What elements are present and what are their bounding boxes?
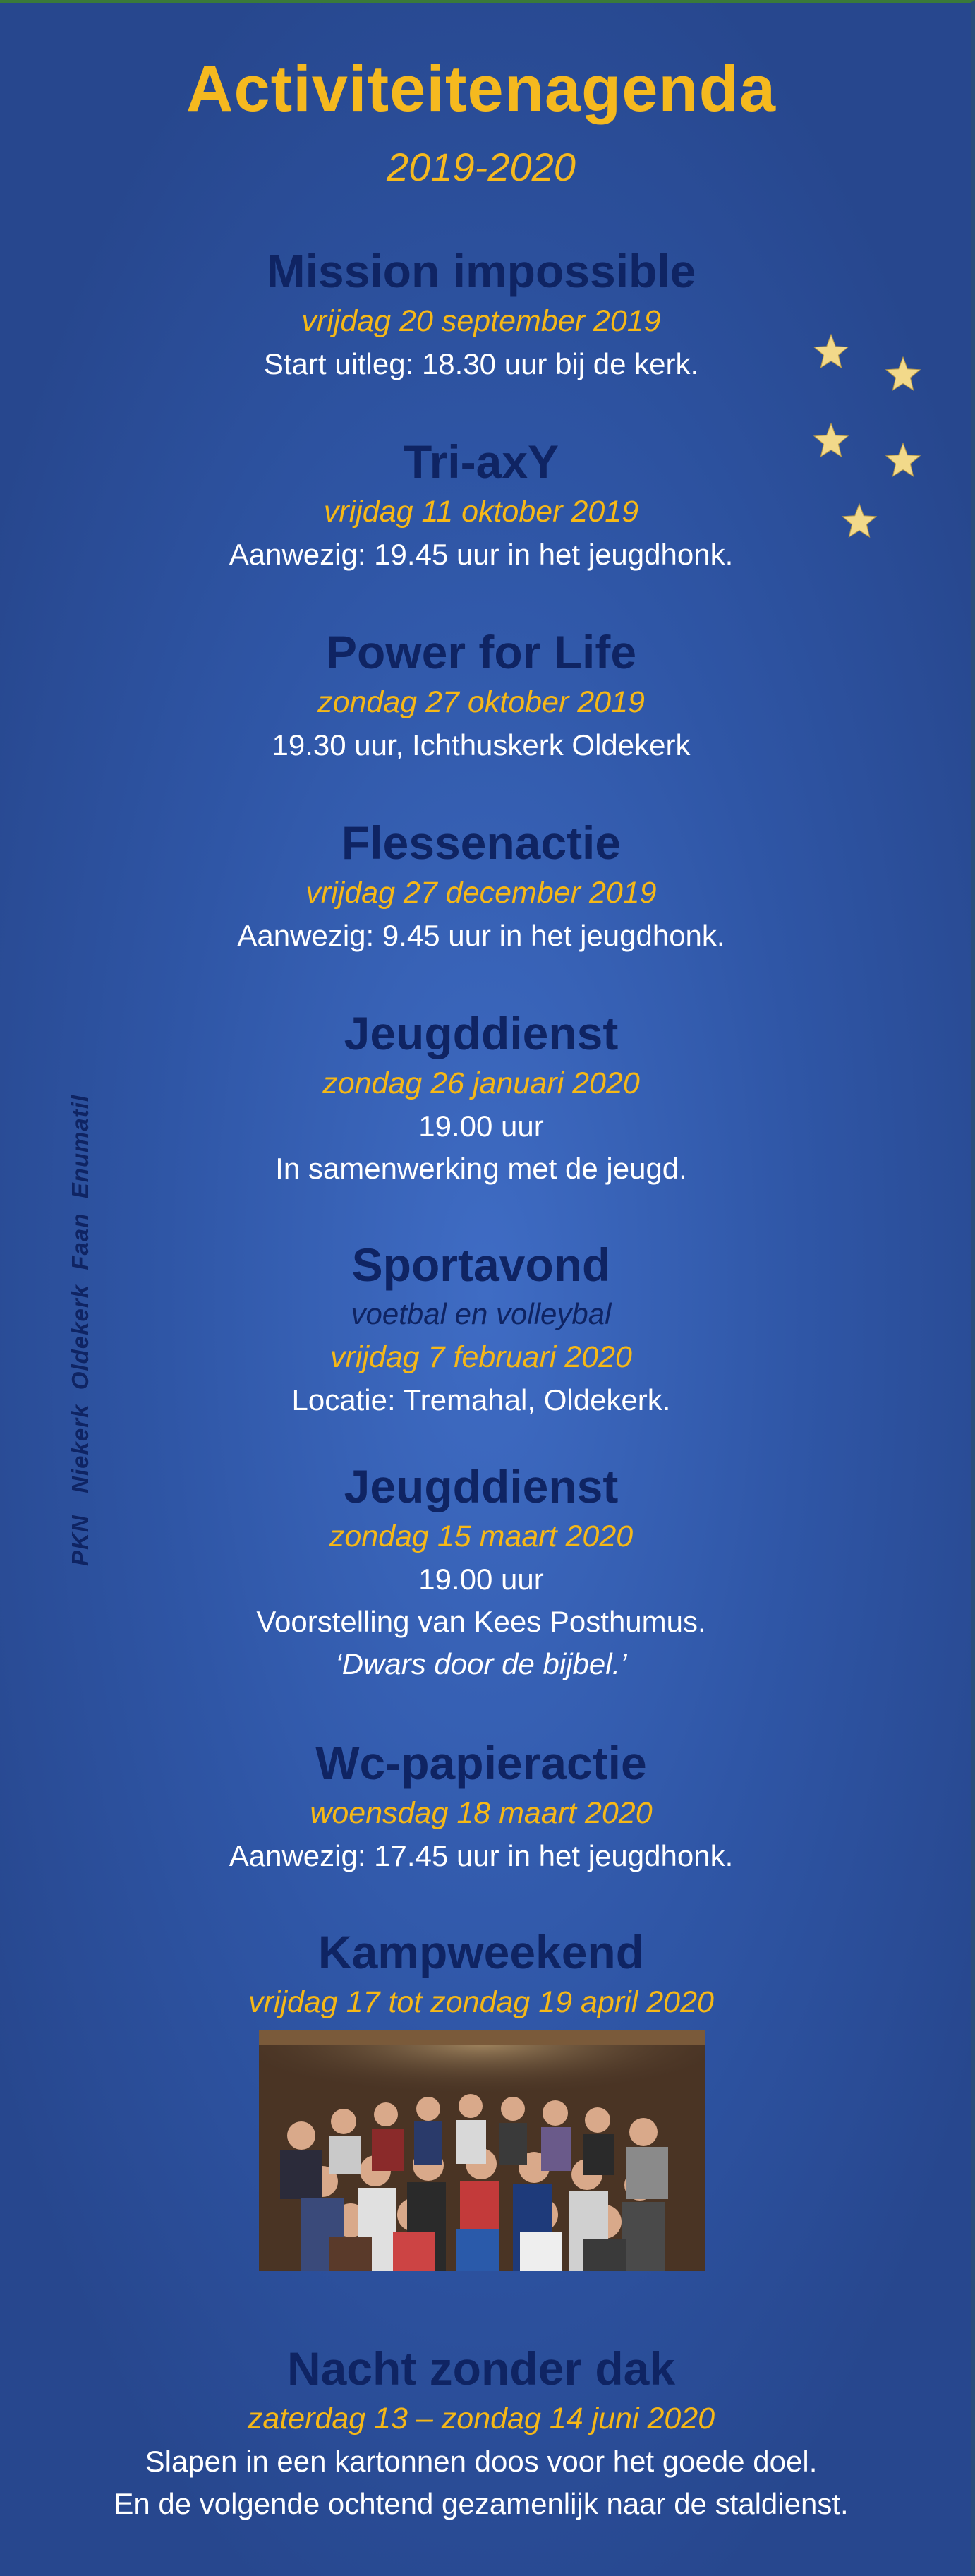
- event-flessenactie: [0, 814, 962, 957]
- event-kampweekend: [0, 1924, 962, 2024]
- event-date: vrijdag 7 februari 2020: [330, 1340, 632, 1374]
- event-title: Power for Life: [325, 626, 637, 678]
- event-date: zondag 27 oktober 2019: [317, 685, 645, 719]
- event-title: Sportavond: [351, 1239, 611, 1291]
- event-info: Aanwezig: 17.45 uur in het jeugdhonk.: [229, 1839, 734, 1872]
- event-info: Start uitleg: 18.30 uur bij de kerk.: [263, 347, 699, 380]
- event-mission-impossible: [0, 243, 962, 385]
- event-info: Aanwezig: 19.45 uur in het jeugdhonk.: [229, 538, 734, 571]
- event-date: vrijdag 17 tot zondag 19 april 2020: [248, 1985, 714, 2019]
- event-nacht-zonder-dak: [0, 2340, 962, 2525]
- event-info: 19.00 uur: [418, 1563, 544, 1596]
- event-date: zondag 26 januari 2020: [322, 1066, 640, 1100]
- event-title: Jeugddienst: [344, 1460, 619, 1512]
- event-info: Locatie: Tremahal, Oldekerk.: [291, 1383, 671, 1416]
- event-subtitle: voetbal en volleybal: [351, 1297, 612, 1330]
- event-info: Slapen in een kartonnen doos voor het goede doel.: [145, 2445, 818, 2478]
- event-info: En de volgende ochtend gezamenlijk naar de staldienst.: [114, 2487, 849, 2520]
- event-title: Jeugddienst: [344, 1007, 619, 1059]
- event-date: vrijdag 11 oktober 2019: [323, 495, 639, 529]
- event-sportavond: [0, 1236, 962, 1421]
- event-title: Wc-papieractie: [315, 1737, 647, 1789]
- page-year: 2019-2020: [387, 145, 576, 189]
- event-wc-papieractie: [0, 1735, 962, 1877]
- event-info: 19.00 uur: [418, 1109, 544, 1143]
- event-tri-axy: [0, 433, 962, 576]
- event-title: Kampweekend: [317, 1926, 645, 1978]
- event-date: woensdag 18 maart 2020: [310, 1796, 653, 1830]
- kampweekend-group-photo: [259, 2030, 705, 2271]
- event-info-quote: ‘Dwars door de bijbel.’: [335, 1647, 627, 1680]
- event-jeugddienst-maart: [0, 1458, 962, 1685]
- event-title: Tri-axY: [403, 435, 559, 488]
- event-info: In samenwerking met de jeugd.: [275, 1152, 687, 1185]
- event-title: Mission impossible: [266, 245, 696, 297]
- event-date: zondag 15 maart 2020: [329, 1519, 634, 1553]
- event-power-for-life: [0, 624, 962, 766]
- event-jeugddienst-januari: [0, 1005, 962, 1190]
- side-text-churches: PKN Niekerk Oldekerk Faan Enumatil: [67, 1094, 93, 1566]
- event-info: 19.30 uur, Ichthuskerk Oldekerk: [272, 728, 691, 762]
- event-info: Aanwezig: 9.45 uur in het jeugdhonk.: [237, 919, 725, 952]
- event-title: Nacht zonder dak: [286, 2342, 676, 2395]
- event-date: vrijdag 27 december 2019: [305, 876, 657, 910]
- event-info: Voorstelling van Kees Posthumus.: [256, 1605, 706, 1638]
- event-title: Flessenactie: [341, 817, 622, 869]
- page-title: Activiteitenagenda: [186, 53, 776, 125]
- event-date: vrijdag 20 september 2019: [301, 304, 661, 338]
- event-date: zaterdag 13 – zondag 14 juni 2020: [247, 2402, 715, 2436]
- group-photo-illustration: [259, 2030, 705, 2271]
